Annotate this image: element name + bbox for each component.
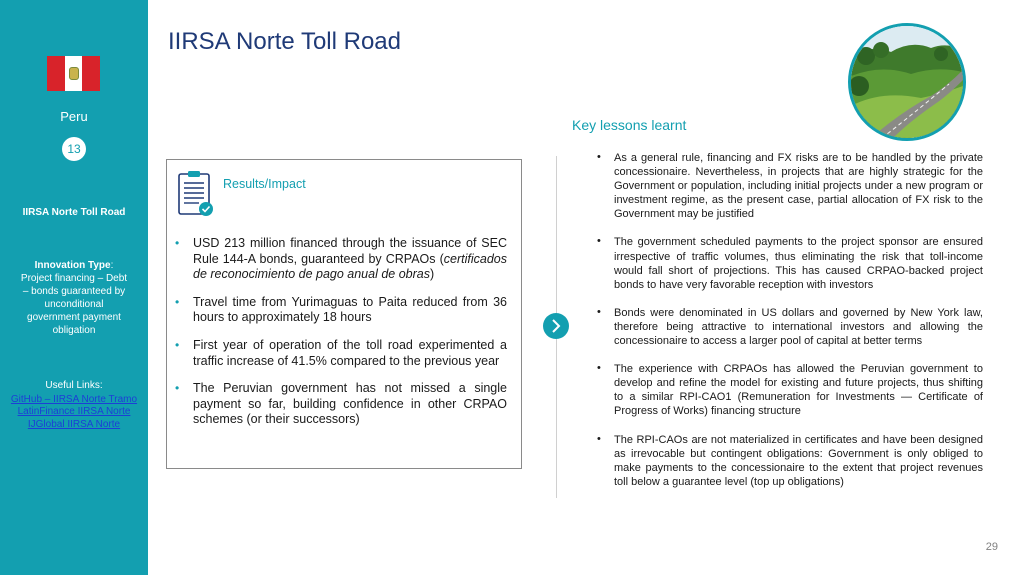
lessons-list [597,151,983,503]
case-number-badge: 13 [62,137,86,161]
useful-links-label: Useful Links: [45,380,103,391]
road-photo [848,23,966,141]
chevron-right-icon [550,319,562,333]
results-heading: Results/Impact [223,177,306,191]
link-latinfinance[interactable]: LatinFinance IIRSA Norte [17,406,131,417]
link-ijglobal[interactable]: IJGlobal IIRSA Norte [27,418,121,430]
peru-flag [47,56,100,91]
innovation-type-label: Innovation Type [34,260,111,271]
coat-of-arms-icon [69,67,79,80]
results-card [166,159,522,469]
lesson-item: • As a general rule, financing and FX risks are to be handled by the private concessionaire. Nevertheless, in projects that are highly strategic for the Government or population, including initial projects under a new program or investment regime, as the present case, partial allocation of FX risk to the Government may be justified [597,151,983,221]
link-github[interactable]: GitHub – IIRSA Norte Tramo [10,393,138,405]
results-item: • First year of operation of the toll road experimented a traffic increase of 41.5% compared to the previous year [175,338,507,369]
lessons-heading: Key lessons learnt [572,117,687,133]
clipboard-check-icon [177,169,215,217]
results-list [175,236,507,440]
lesson-item: • The RPI-CAOs are not materialized in certificates and have been designed as irrevocable but contingent obligations: Government is only obliged to make payments to the concessionaire to the extent that project revenues toll below a guarantee level (top up obligations) [597,433,983,489]
useful-links [4,380,144,431]
innovation-type-text: Project financing – Debt – bonds guaranteed by unconditional government payment obligation [20,273,128,336]
lesson-item: • The government scheduled payments to the project sponsor are ensured irrespective of traffic volumes, thus eliminating the risk that toll-income would fall short of projections. This has caused CRPAO-backed project bonds to have very favorable reception with investors [597,235,983,291]
page-title: IIRSA Norte Toll Road [168,28,402,55]
innovation-type: Innovation Type: Project financing – Debt – bonds guaranteed by unconditional government payment obligation [20,260,128,336]
results-item-italic: certificados de reconocimiento de pago anual de obras [193,251,507,282]
results-item: • USD 213 million financed through the issuance of SEC Rule 144-A bonds, guaranteed by CRPAOs (certificados de reconocimiento de pago anual de obras) [175,236,507,283]
page-number: 29 [985,541,998,553]
country-label: Peru [60,109,88,124]
results-item: • Travel time from Yurimaguas to Paita reduced from 36 hours to approximately 18 hours [175,295,507,326]
sidebar [0,0,148,575]
lesson-item: • Bonds were denominated in US dollars and governed by New York law, therefore being attractive to international investors and allowing the concessionaire to access a larger pool of capital at better terms [597,306,983,348]
next-arrow-button[interactable] [543,313,569,339]
sidebar-project-title: IIRSA Norte Toll Road [22,207,126,218]
results-item: • The Peruvian government has not missed a single payment so far, building confidence in other CRPAO schemes (or their successors) [175,381,507,428]
lesson-item: • The experience with CRPAOs has allowed the Peruvian government to develop and refine the model for existing and future projects, thus shifting to a similar RPI-CAO1 (Remuneration for Investments — Certificate of Progress of Works) financing structure [597,362,983,418]
